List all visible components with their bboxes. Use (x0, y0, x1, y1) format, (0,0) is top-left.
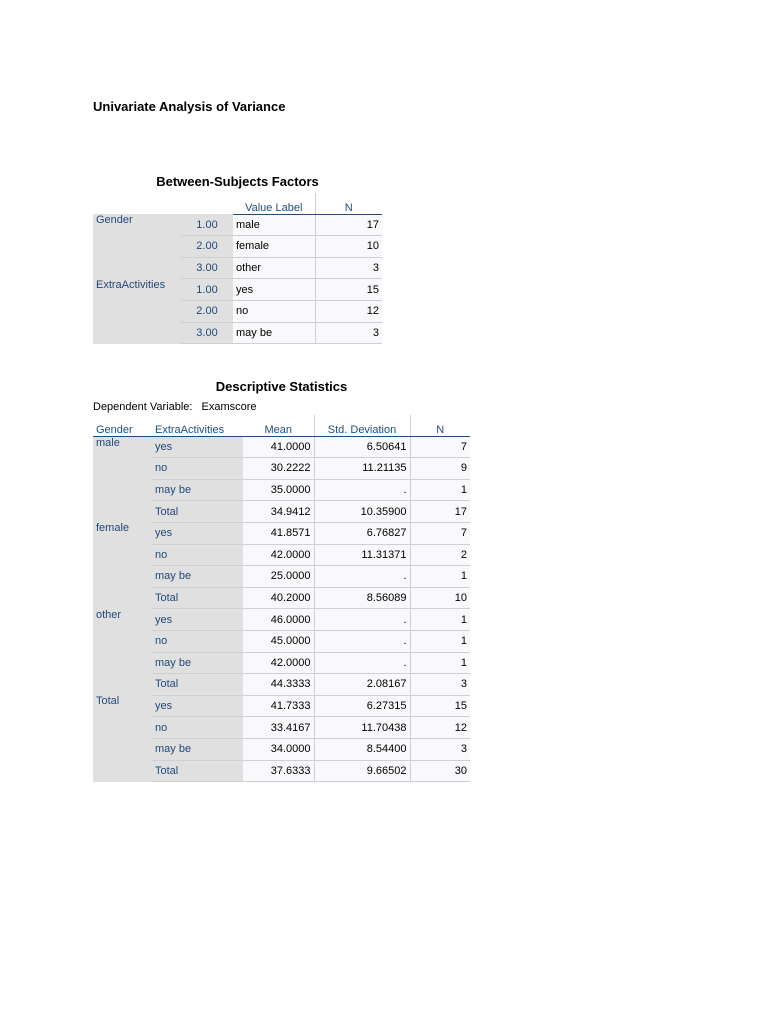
mean-value: 30.2222 (243, 458, 314, 480)
n-header: N (410, 415, 470, 436)
gender-group: male (93, 436, 152, 522)
count-n: 10 (410, 587, 470, 609)
extra-activities-level: may be (152, 738, 243, 760)
std-deviation-value: 11.21135 (314, 458, 410, 480)
factor-level-code: 3.00 (181, 257, 233, 279)
count-n: 1 (410, 609, 470, 631)
std-deviation-header: Std. Deviation (314, 415, 410, 436)
count-n: 1 (410, 479, 470, 501)
mean-value: 44.3333 (243, 674, 314, 696)
value-label: may be (233, 322, 315, 344)
gender-group: other (93, 609, 152, 695)
mean-value: 45.0000 (243, 630, 314, 652)
count-n: 7 (410, 436, 470, 458)
extra-activities-level: no (152, 458, 243, 480)
count-n: 10 (315, 236, 382, 258)
std-deviation-value: . (314, 609, 410, 631)
count-n: 9 (410, 458, 470, 480)
table-row (93, 609, 470, 631)
count-n: 1 (410, 652, 470, 674)
extra-activities-level: Total (152, 760, 243, 782)
count-n: 17 (410, 501, 470, 523)
factor-level-code: 2.00 (181, 236, 233, 258)
count-n: 3 (315, 257, 382, 279)
value-label: no (233, 300, 315, 322)
mean-value: 25.0000 (243, 566, 314, 588)
table-row (93, 436, 470, 458)
std-deviation-value: 11.31371 (314, 544, 410, 566)
gender-group: Total (93, 695, 152, 781)
mean-value: 42.0000 (243, 652, 314, 674)
mean-value: 33.4167 (243, 717, 314, 739)
between-subjects-title: Between-Subjects Factors (156, 174, 319, 189)
value-label: yes (233, 279, 315, 301)
descriptive-statistics-table (93, 415, 470, 782)
count-n: 30 (410, 760, 470, 782)
std-deviation-value: 9.66502 (314, 760, 410, 782)
count-n: 15 (315, 279, 382, 301)
std-deviation-value: . (314, 630, 410, 652)
mean-value: 41.7333 (243, 695, 314, 717)
gender-group: female (93, 522, 152, 608)
std-deviation-value: 8.56089 (314, 587, 410, 609)
extra-activities-level: yes (152, 436, 243, 458)
extra-activities-level: may be (152, 652, 243, 674)
table-row (93, 279, 382, 301)
count-n: 3 (410, 738, 470, 760)
extra-activities-level: Total (152, 501, 243, 523)
extra-activities-level: Total (152, 674, 243, 696)
value-label-header: Value Label (233, 193, 315, 214)
std-deviation-value: 6.50641 (314, 436, 410, 458)
count-n: 7 (410, 522, 470, 544)
count-n: 3 (315, 322, 382, 344)
mean-value: 41.0000 (243, 436, 314, 458)
mean-value: 41.8571 (243, 522, 314, 544)
value-label: female (233, 236, 315, 258)
between-subjects-table (93, 193, 382, 344)
mean-value: 42.0000 (243, 544, 314, 566)
mean-value: 34.0000 (243, 738, 314, 760)
value-label: other (233, 257, 315, 279)
count-n: 17 (315, 214, 382, 236)
count-n: 2 (410, 544, 470, 566)
table-row (93, 214, 382, 236)
n-header: N (315, 193, 382, 214)
extra-activities-level: may be (152, 479, 243, 501)
std-deviation-value: 6.76827 (314, 522, 410, 544)
count-n: 15 (410, 695, 470, 717)
std-deviation-value: 6.27315 (314, 695, 410, 717)
document-title: Univariate Analysis of Variance (93, 99, 286, 114)
std-deviation-value: 10.35900 (314, 501, 410, 523)
std-deviation-value: 2.08167 (314, 674, 410, 696)
extra-activities-level: may be (152, 566, 243, 588)
mean-header: Mean (243, 415, 314, 436)
extra-activities-level: no (152, 544, 243, 566)
extra-activities-level: yes (152, 609, 243, 631)
factor-level-code: 1.00 (181, 214, 233, 236)
descriptive-statistics-body (93, 436, 470, 782)
mean-value: 37.6333 (243, 760, 314, 782)
std-deviation-value: 8.54400 (314, 738, 410, 760)
count-n: 1 (410, 630, 470, 652)
mean-value: 46.0000 (243, 609, 314, 631)
mean-value: 35.0000 (243, 479, 314, 501)
std-deviation-value: . (314, 479, 410, 501)
count-n: 1 (410, 566, 470, 588)
extra-activities-level: Total (152, 587, 243, 609)
extra-activities-header: ExtraActivities (152, 415, 243, 436)
extra-activities-level: yes (152, 695, 243, 717)
mean-value: 34.9412 (243, 501, 314, 523)
extra-activities-level: no (152, 717, 243, 739)
std-deviation-value: . (314, 652, 410, 674)
extra-activities-level: yes (152, 522, 243, 544)
gender-header: Gender (93, 415, 152, 436)
extra-activities-level: no (152, 630, 243, 652)
mean-value: 40.2000 (243, 587, 314, 609)
dependent-variable-label: Dependent Variable: (93, 401, 193, 413)
count-n: 12 (410, 717, 470, 739)
dependent-variable-line (93, 401, 257, 413)
table-row (93, 695, 470, 717)
count-n: 3 (410, 674, 470, 696)
table-row (93, 522, 470, 544)
count-n: 12 (315, 300, 382, 322)
std-deviation-value: 11.70438 (314, 717, 410, 739)
factor-level-code: 2.00 (181, 300, 233, 322)
value-label: male (233, 214, 315, 236)
factor-name: ExtraActivities (93, 279, 181, 344)
factor-name: Gender (93, 214, 181, 279)
std-deviation-value: . (314, 566, 410, 588)
dependent-variable-value: Examscore (201, 401, 257, 413)
between-subjects-body (93, 214, 382, 344)
descriptive-statistics-title: Descriptive Statistics (215, 379, 348, 394)
factor-level-code: 3.00 (181, 322, 233, 344)
factor-level-code: 1.00 (181, 279, 233, 301)
